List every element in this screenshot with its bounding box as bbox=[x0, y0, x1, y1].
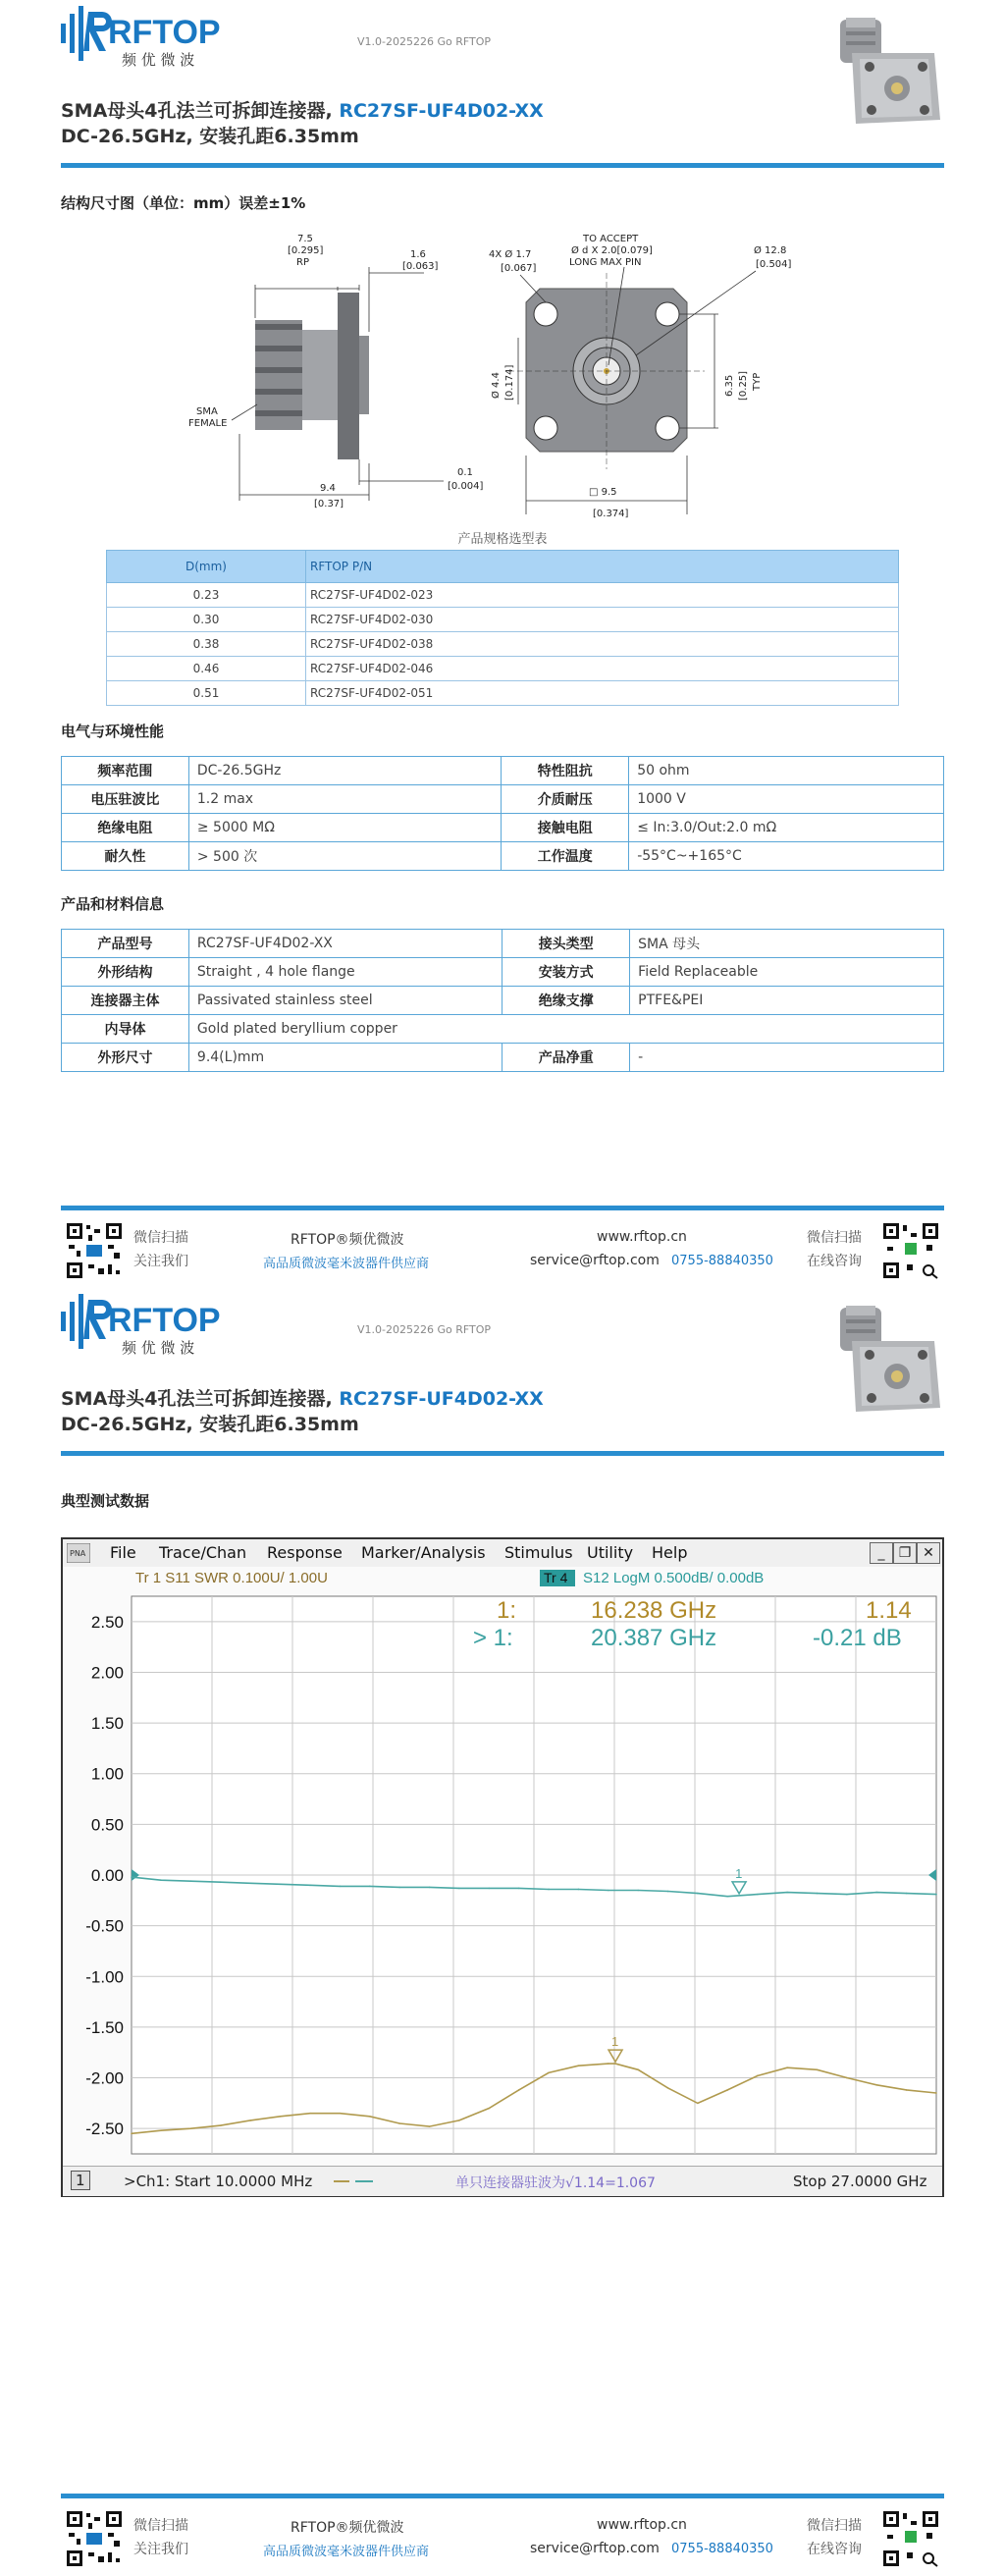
connector-photo bbox=[826, 14, 944, 130]
s11-point bbox=[220, 2124, 222, 2126]
s12-point bbox=[637, 1890, 639, 1892]
s12-point bbox=[817, 1893, 819, 1895]
qr-code-icon[interactable] bbox=[881, 2509, 940, 2568]
footer-scan-label-2: 微信扫描 bbox=[807, 1230, 862, 1246]
spec-value: DC-26.5GHz bbox=[188, 757, 501, 785]
footer-email-link[interactable]: service@rftop.com bbox=[530, 1253, 660, 1268]
s12-point bbox=[935, 1894, 937, 1896]
y-tick-label: 1.00 bbox=[90, 1764, 124, 1784]
spec-key: 接触电阻 bbox=[502, 814, 629, 842]
menu-marker-analysis[interactable]: Marker/Analysis bbox=[361, 1543, 486, 1562]
s11-point bbox=[249, 2120, 251, 2121]
footer-divider bbox=[61, 2494, 944, 2498]
page-title bbox=[61, 1384, 544, 1411]
dim-9-4-in: [0.37] bbox=[314, 499, 344, 510]
dim-12-8: Ø 12.8 bbox=[754, 245, 787, 256]
s12-point bbox=[875, 1892, 877, 1894]
dim-12-8-in: [0.504] bbox=[756, 259, 792, 270]
note-accept-1: TO ACCEPT bbox=[583, 234, 639, 244]
page-title bbox=[61, 96, 544, 123]
spec-key: 绝缘支撑 bbox=[502, 987, 630, 1015]
spec-value: > 500 次 bbox=[188, 842, 501, 871]
dimension-title: 结构尺寸图（单位：mm）误差±1% bbox=[61, 194, 306, 212]
title-part-number: RC27SF-UF4D02-XX bbox=[339, 1388, 544, 1410]
table-row bbox=[107, 681, 899, 706]
marker-1-freq: 16.238 GHz bbox=[591, 1597, 717, 1624]
s11-point bbox=[458, 2120, 460, 2121]
spec-key: 工作温度 bbox=[502, 842, 629, 871]
dim-4-4-in: [0.174] bbox=[504, 364, 515, 401]
s12-point bbox=[608, 1890, 609, 1892]
footer-email-link[interactable]: service@rftop.com bbox=[530, 2541, 660, 2556]
s12-point bbox=[220, 1881, 222, 1883]
marker-tag: 1 bbox=[611, 2034, 619, 2050]
s11-point bbox=[667, 2087, 669, 2089]
spec-key: 产品净重 bbox=[502, 1044, 630, 1072]
y-tick-label: 1.50 bbox=[90, 1714, 124, 1734]
footer-phone: 0755-88840350 bbox=[671, 2542, 773, 2556]
connector-photo bbox=[826, 1302, 944, 1418]
footer-scan-label-2: 微信扫描 bbox=[807, 2518, 862, 2534]
test-data-title: 典型测试数据 bbox=[61, 1492, 150, 1510]
trace-chart bbox=[63, 1567, 942, 2166]
footer-slogan: 高品质微波毫米波器件供应商 bbox=[263, 2545, 430, 2559]
spec-row bbox=[62, 1015, 944, 1044]
dim-1-6: 1.6 bbox=[410, 249, 426, 260]
s12-point bbox=[458, 1888, 460, 1890]
rftop-logo bbox=[61, 1290, 267, 1359]
s11-point bbox=[488, 2108, 490, 2110]
trace-1-label: Tr 1 S11 SWR 0.100U/ 1.00U bbox=[135, 1570, 328, 1586]
spec-key: 外形尺寸 bbox=[62, 1044, 189, 1072]
restore-icon[interactable]: ❐ bbox=[893, 1542, 917, 1564]
y-tick-label: 0.00 bbox=[90, 1866, 124, 1885]
s11-point bbox=[817, 2068, 819, 2070]
spec-key: 安装方式 bbox=[502, 958, 630, 987]
spec-row bbox=[62, 842, 944, 871]
cell-pn: RC27SF-UF4D02-051 bbox=[306, 681, 899, 706]
dim-6-35: 6.35 bbox=[724, 374, 735, 397]
logo-wordmark: RFTOP bbox=[108, 1302, 221, 1339]
y-tick-label: -0.50 bbox=[85, 1916, 124, 1936]
spec-key: 介质耐压 bbox=[502, 785, 629, 814]
s12-point bbox=[846, 1894, 848, 1896]
spec-row bbox=[62, 930, 944, 958]
cell-pn: RC27SF-UF4D02-038 bbox=[306, 632, 899, 657]
cell-pn: RC27SF-UF4D02-023 bbox=[306, 583, 899, 608]
table-header-row bbox=[107, 551, 899, 583]
header-divider bbox=[61, 1451, 944, 1456]
trace-plot bbox=[63, 1567, 942, 2166]
spec-value: ≤ In:3.0/Out:2.0 mΩ bbox=[629, 814, 944, 842]
s11-point bbox=[429, 2125, 431, 2127]
dim-1-6-in: [0.063] bbox=[402, 261, 439, 272]
status-stop: Stop 27.0000 GHz bbox=[793, 2173, 927, 2190]
qr-code-icon[interactable] bbox=[881, 1221, 940, 1280]
s11-point bbox=[935, 2092, 937, 2094]
spec-value: -55°C~+165°C bbox=[629, 842, 944, 871]
s12-point bbox=[249, 1882, 251, 1884]
spec-value: Passivated stainless steel bbox=[188, 987, 502, 1015]
marker-1-label: 1: bbox=[497, 1597, 517, 1624]
table-row bbox=[107, 632, 899, 657]
cell-pn: RC27SF-UF4D02-030 bbox=[306, 608, 899, 632]
s12-point bbox=[488, 1888, 490, 1890]
title-prefix: SMA母头4孔法兰可拆卸连接器, bbox=[61, 100, 340, 122]
y-tick-label: 2.50 bbox=[90, 1612, 124, 1632]
spec-value: RC27SF-UF4D02-XX bbox=[188, 930, 502, 958]
s11-point bbox=[757, 2075, 759, 2077]
s11-point bbox=[548, 2072, 550, 2074]
electrical-table bbox=[61, 756, 944, 871]
dim-4-4: Ø 4.4 bbox=[491, 372, 502, 399]
s11-point bbox=[846, 2077, 848, 2079]
dim-9-5: □ 9.5 bbox=[589, 487, 617, 498]
s12-point bbox=[190, 1880, 192, 1882]
dim-7-5: 7.5 bbox=[297, 234, 313, 244]
version-label: V1.0-2025226 Go RFTOP bbox=[357, 1323, 492, 1336]
spec-value: 1.2 max bbox=[188, 785, 501, 814]
y-tick-label: 0.50 bbox=[90, 1815, 124, 1835]
spec-key: 外形结构 bbox=[62, 958, 189, 987]
menu-trace-chan[interactable]: Trace/Chan bbox=[159, 1543, 247, 1562]
footer-follow-label: 关注我们 bbox=[133, 1254, 188, 1269]
network-analyzer-window bbox=[61, 1537, 944, 2197]
cell-d: 0.51 bbox=[107, 681, 306, 706]
footer-website-link[interactable]: www.rftop.cn bbox=[597, 1229, 687, 1245]
s11-point bbox=[160, 2129, 162, 2131]
spec-key: 电压驻波比 bbox=[62, 785, 189, 814]
spec-row bbox=[62, 987, 944, 1015]
s12-point bbox=[906, 1893, 908, 1895]
cell-pn: RC27SF-UF4D02-046 bbox=[306, 657, 899, 681]
dim-9-5-in: [0.374] bbox=[593, 509, 629, 519]
spec-row bbox=[62, 814, 944, 842]
spec-value: Field Replaceable bbox=[630, 958, 944, 987]
marker-1-value: 1.14 bbox=[866, 1597, 912, 1624]
y-tick-label: -1.00 bbox=[85, 1967, 124, 1987]
table-row bbox=[107, 583, 899, 608]
s11-point bbox=[131, 2133, 132, 2135]
footer-divider bbox=[61, 1206, 944, 1210]
spec-key: 特性阻抗 bbox=[502, 757, 629, 785]
footer-brand: RFTOP®频优微波 bbox=[291, 1232, 404, 1248]
marker-2-label: > 1: bbox=[473, 1625, 513, 1651]
version-label: V1.0-2025226 Go RFTOP bbox=[357, 35, 492, 48]
s12-point bbox=[369, 1886, 371, 1888]
s12-point bbox=[429, 1887, 431, 1889]
menu-response[interactable]: Response bbox=[267, 1543, 343, 1562]
material-title: 产品和材料信息 bbox=[61, 895, 165, 913]
col-d-mm: D(mm) bbox=[107, 551, 306, 583]
marker-2-value: -0.21 dB bbox=[813, 1625, 902, 1651]
s12-point bbox=[667, 1891, 669, 1893]
s11-point bbox=[875, 2084, 877, 2086]
spec-key: 产品型号 bbox=[62, 930, 189, 958]
title-part-number: RC27SF-UF4D02-XX bbox=[339, 100, 544, 122]
s11-point bbox=[518, 2089, 520, 2091]
marker-2-freq: 20.387 GHz bbox=[591, 1625, 717, 1651]
y-tick-label: -2.50 bbox=[85, 2120, 124, 2139]
s11-point bbox=[340, 2113, 342, 2115]
s11-point bbox=[398, 2122, 400, 2124]
marker-tag: 1 bbox=[735, 1865, 743, 1881]
table-row bbox=[107, 608, 899, 632]
menu-file[interactable]: File bbox=[110, 1543, 136, 1562]
mechanical-drawing bbox=[177, 228, 844, 522]
s11-point bbox=[786, 2066, 788, 2068]
footer-phone: 0755-88840350 bbox=[671, 1254, 773, 1268]
trace-4-tag: Tr 4 bbox=[544, 1570, 568, 1585]
s12-point bbox=[131, 1876, 132, 1878]
s12-point bbox=[786, 1892, 788, 1894]
s11-point bbox=[906, 2089, 908, 2091]
minimize-icon[interactable]: _ bbox=[870, 1542, 893, 1564]
footer-consult-label: 在线咨询 bbox=[807, 2542, 862, 2557]
table-caption: 产品规格选型表 bbox=[457, 532, 548, 547]
spec-row bbox=[62, 958, 944, 987]
s12-point bbox=[340, 1886, 342, 1888]
cell-d: 0.23 bbox=[107, 583, 306, 608]
footer-brand: RFTOP®频优微波 bbox=[291, 2520, 404, 2536]
col-rftop-pn: RFTOP P/N bbox=[306, 551, 899, 583]
y-tick-labels bbox=[85, 1613, 124, 2138]
dim-rp: RP bbox=[296, 257, 309, 268]
menu-stimulus[interactable]: Stimulus bbox=[504, 1543, 573, 1562]
material-table bbox=[61, 929, 944, 1072]
footer-consult-label: 在线咨询 bbox=[807, 1254, 862, 1269]
spec-value: ≥ 5000 MΩ bbox=[188, 814, 501, 842]
status-note: 单只连接器驻波为√1.14=1.067 bbox=[455, 2175, 656, 2191]
spec-value: SMA 母头 bbox=[630, 930, 944, 958]
dim-6-35-in: [0.25] bbox=[738, 370, 749, 401]
electrical-title: 电气与环境性能 bbox=[61, 723, 165, 740]
status-start: >Ch1: Start 10.0000 MHz bbox=[124, 2173, 313, 2190]
page-subtitle: DC-26.5GHz, 安装孔距6.35mm bbox=[61, 1414, 359, 1435]
spec-value: 50 ohm bbox=[629, 757, 944, 785]
qr-code-icon[interactable] bbox=[65, 1221, 124, 1280]
s12-point bbox=[518, 1888, 520, 1890]
footer-website-link[interactable]: www.rftop.cn bbox=[597, 2517, 687, 2533]
spec-key: 内导体 bbox=[62, 1015, 189, 1044]
dim-holes-in: [0.067] bbox=[501, 263, 537, 274]
analyzer-statusbar bbox=[63, 2166, 942, 2196]
app-logo-icon bbox=[67, 1543, 90, 1563]
s12-point bbox=[309, 1885, 311, 1887]
dim-7-5-in: [0.295] bbox=[288, 245, 324, 256]
spec-row bbox=[62, 1044, 944, 1072]
trace-legend-icon bbox=[334, 2178, 373, 2184]
footer-scan-label: 微信扫描 bbox=[133, 1230, 188, 1246]
spec-value: 9.4(L)mm bbox=[188, 1044, 502, 1072]
spec-value: 1000 V bbox=[629, 785, 944, 814]
logo-cn: 频 优 微 波 bbox=[122, 1339, 195, 1357]
label-female: FEMALE bbox=[188, 418, 228, 429]
dim-9-4: 9.4 bbox=[320, 483, 336, 494]
s12-point bbox=[280, 1883, 282, 1885]
y-tick-label: -1.50 bbox=[85, 2017, 124, 2037]
s11-point bbox=[369, 2116, 371, 2118]
note-accept-2: Ø d X 2.0[0.079] bbox=[571, 245, 653, 256]
s11-point bbox=[578, 2065, 580, 2066]
spec-value: PTFE&PEI bbox=[630, 987, 944, 1015]
spec-value: Straight , 4 hole flange bbox=[188, 958, 502, 987]
s11-point bbox=[190, 2127, 192, 2129]
spec-value: Gold plated beryllium copper bbox=[188, 1015, 943, 1044]
logo-cn: 频 优 微 波 bbox=[122, 51, 195, 69]
menu-help[interactable]: Help bbox=[652, 1543, 688, 1562]
spec-key: 接头类型 bbox=[502, 930, 630, 958]
channel-number[interactable]: 1 bbox=[71, 2171, 90, 2190]
s12-point bbox=[697, 1893, 699, 1895]
s12-point bbox=[757, 1894, 759, 1896]
s12-point bbox=[398, 1887, 400, 1889]
footer-scan-label: 微信扫描 bbox=[133, 2518, 188, 2534]
footer-follow-label: 关注我们 bbox=[133, 2542, 188, 2557]
cell-d: 0.38 bbox=[107, 632, 306, 657]
dim-0-1-in: [0.004] bbox=[448, 481, 484, 492]
spec-row bbox=[62, 785, 944, 814]
table-row bbox=[107, 657, 899, 681]
spec-value: - bbox=[630, 1044, 944, 1072]
s11-point bbox=[608, 2063, 609, 2065]
s11-point bbox=[727, 2089, 729, 2091]
note-accept-3: LONG MAX PIN bbox=[569, 257, 642, 268]
spec-key: 频率范围 bbox=[62, 757, 189, 785]
spec-row bbox=[62, 757, 944, 785]
svg-text:PNA: PNA bbox=[70, 1549, 86, 1558]
label-sma: SMA bbox=[196, 406, 218, 417]
title-prefix: SMA母头4孔法兰可拆卸连接器, bbox=[61, 1388, 340, 1410]
cell-d: 0.30 bbox=[107, 608, 306, 632]
dim-holes: 4X Ø 1.7 bbox=[489, 249, 532, 260]
logo-wordmark: RFTOP bbox=[108, 14, 221, 51]
y-tick-label: 2.00 bbox=[90, 1663, 124, 1683]
menu-utility[interactable]: Utility bbox=[587, 1543, 634, 1562]
s12-point bbox=[160, 1879, 162, 1881]
spec-key: 绝缘电阻 bbox=[62, 814, 189, 842]
s11-point bbox=[697, 2103, 699, 2105]
cell-d: 0.46 bbox=[107, 657, 306, 681]
part-number-table bbox=[106, 550, 899, 706]
footer-slogan: 高品质微波毫米波器件供应商 bbox=[263, 1257, 430, 1271]
page-subtitle: DC-26.5GHz, 安装孔距6.35mm bbox=[61, 126, 359, 147]
trace-4-label: S12 LogM 0.500dB/ 0.00dB bbox=[583, 1570, 765, 1586]
analyzer-menubar bbox=[63, 1539, 942, 1568]
header-divider bbox=[61, 163, 944, 168]
s11-point bbox=[309, 2113, 311, 2115]
s11-point bbox=[280, 2116, 282, 2118]
s12-point bbox=[727, 1896, 729, 1898]
rftop-logo bbox=[61, 2, 267, 71]
s11-point bbox=[637, 2068, 639, 2070]
spec-key: 耐久性 bbox=[62, 842, 189, 871]
s12-point bbox=[578, 1889, 580, 1891]
s12-point bbox=[548, 1889, 550, 1891]
spec-key: 连接器主体 bbox=[62, 987, 189, 1015]
qr-code-icon[interactable] bbox=[65, 2509, 124, 2568]
close-icon[interactable]: ✕ bbox=[917, 1542, 940, 1564]
y-tick-label: -2.00 bbox=[85, 2068, 124, 2088]
dim-0-1: 0.1 bbox=[457, 467, 473, 478]
dim-typ: TYP bbox=[752, 372, 763, 391]
